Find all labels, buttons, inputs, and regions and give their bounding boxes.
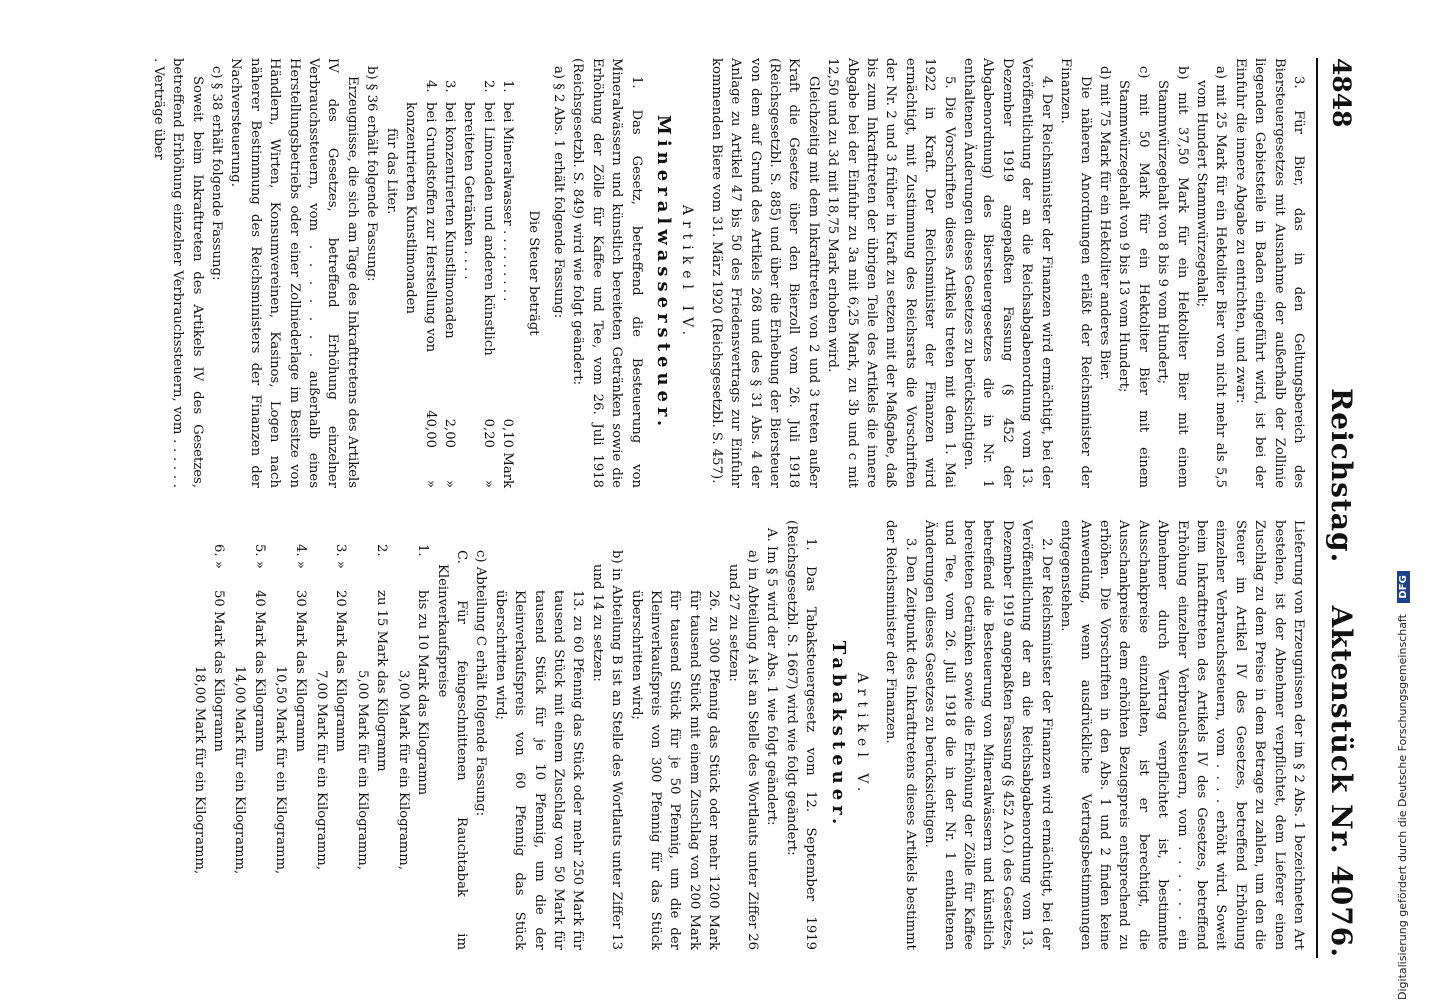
paragraph: Erzeugnisse, die sich am Tage des Inkrafttretens des Artikels IV des Gesetzes, betreffend Erhöhung einzelner Verbrauchssteuern, vom . . . . . . . außerhalb eines Herstellungsbetriebs oder einer Zollniederlage im Besitze von Händlern, Wirten, Konsumvereinen, Kasinos, Logen nach näherer Bestimmung des Reichsministers der Finanzen der Nachversteuerung. (228, 58, 360, 488)
price-number: 4. » (292, 544, 308, 569)
paragraph: 3. Für Bier, das in den Geltungsbereich des Biersteuergesetzes mit Ausnahme der außerhalb der Zollinie liegenden Gebietsteile in Baden eingeführt wird, ist bei der Einfuhr die innere Abgabe zu entrichten, und zwar: (1232, 58, 1306, 488)
price-number: 2. (374, 544, 390, 557)
list-item: c) Abteilung C erhält folgende Fassung: (473, 550, 489, 817)
dfg-logo: DFG (1397, 571, 1410, 602)
price-label: 50 Mark das Kilogramm (211, 590, 227, 752)
rate-unit: » (480, 479, 496, 488)
price-rate: 5,00 Mark für ein Kilogramm, (354, 669, 370, 871)
paragraph: Gleichzeitig mit dem Inkrafttreten von 2 und 3 treten außer Kraft die Gesetze über den Bierzoll vom 26. Juli 1918 (Reichsgesetzbl. S. 885) und über die Erhebung der Biersteuer von dem auf Grund des Artikels 268 und des § 31 Abs. 4 der Anlage zu Artikel 47 bis 50 des Friedensvertrags zur Einfuhr kommenden Biere vom 31. März 1920 (Reichsgesetzbl. S. 457). (708, 58, 821, 488)
document-number: Aktenstück Nr. 4076. (1325, 605, 1358, 958)
price-label: 20 Mark das Kilogramm (333, 590, 349, 752)
rate-unit: Mark (500, 452, 516, 488)
list-item: d) mit 75 Mark für ein Hektoliter anderes Bier. (1096, 66, 1112, 381)
paragraph: 1. Das Tabaksteuergesetz vom 12. September 1919 (Reichsgesetzbl. S. 1667) wird wie folgt geändert: (783, 520, 819, 950)
paragraph: 13. zu 60 Pfennig das Stück oder mehr 250 Mark für tausend Stück mit einem Zuschlag von 50 Mark für tausend Stück für je 10 Pfennig, um die der Kleinverkaufspreis von 60 Pfennig das Stück überschritten wird; (492, 590, 586, 950)
rate-amount: 0,20 (480, 418, 496, 448)
left-column (8, 58, 1308, 488)
price-rate: 7,00 Mark für ein Kilogramm, (314, 669, 330, 871)
rate-label: bei konzentrierten Kunstlimonaden (441, 102, 457, 339)
digitization-note (1396, 0, 1418, 1000)
price-rate: 14,00 Mark für ein Kilogramm, (232, 665, 248, 875)
rate-number: 3. (441, 80, 457, 93)
price-number: 3. » (333, 544, 349, 569)
price-row (209, 520, 228, 950)
rate-row (440, 58, 459, 488)
rate-unit: » (422, 479, 438, 488)
rate-number: 2. (480, 80, 496, 93)
price-number: 6. » (211, 544, 227, 569)
paragraph: Die näheren Anordnungen erläßt der Reichsminister der Finanzen. (1058, 58, 1093, 488)
paragraph: 4. Der Reichsminister der Finanzen wird ermächtigt, bei der Veröffentlichung der an die Reichsabgabenordnung vom 13. Dezember 1919 angepaßten Fassung (§ 452 der Abgabenordnung) des Biersteuergesetzes die in Nr. 1 enthaltenen Änderungen dieses Gesetzes zu berücksichtigen. (961, 58, 1054, 488)
rate-number: 4. (422, 80, 438, 93)
list-item: A. Im § 5 wird der Abs. 1 wie folgt geändert: (764, 528, 780, 826)
price-number: 1. (415, 544, 431, 557)
price-row (413, 520, 432, 950)
price-rate: 18,00 Mark für ein Kilogramm, (191, 665, 207, 875)
price-label: 40 Mark das Kilogramm (251, 590, 267, 752)
rate-row (498, 58, 517, 488)
article-label: Artikel IV. (679, 204, 696, 342)
price-label: 30 Mark das Kilogramm (292, 590, 308, 752)
rate-unit: » (441, 479, 457, 488)
rate-label: bei Grundstoffen zur Herstellung von konzentrierten Kunstlimonaden (403, 102, 438, 353)
list-item: c) mit 50 Mark für ein Hektoliter Bier mit einem Stammwürzegehalt von 9 bis 13 vom Hundert; (1116, 66, 1151, 488)
rate-row (401, 58, 440, 488)
paragraph: Soweit beim Inkrafttreten des Artikels IV des Gesetzes, betreffend Erhöhung einzelner Verbrauchssteuern, vom . . . . . . . Verträge über (150, 58, 205, 488)
page-header (1316, 58, 1362, 958)
rate-amount: 0,10 (500, 418, 516, 448)
rate-table (381, 58, 517, 488)
price-rate: 3,00 Mark für ein Kilogramm, (395, 669, 411, 871)
paragraph: 26. zu 300 Pfennig das Stück oder mehr 1200 Mark für tausend Stück mit einem Zuschlag von 200 Mark für tausend Stück für je 50 Pfennig, um die der Kleinverkaufspreis von 300 Pfennig für das Stück überschritten wird; (628, 590, 722, 950)
paragraph: Lieferung von Erzeugnissen der im § 2 Abs. 1 bezeichneten Art bestehen, ist der Abnehmer verpflichtet, dem Lieferer einen Zuschlag zu dem Preise in dem Betrage zu zahlen, um den die Steuer im Artikel IV des Gesetzes, betreffend Erhöhung einzelner Verbrauchssteuern, vom . . . . erhöht wird. Soweit beim Inkrafttreten des Artikels IV des Gesetzes, betreffend Erhöhung einzelner Verbrauchssteuern, vom . . . . . . ein Abnehmer durch Vertrag verpflichtet ist, bestimmte Ausschankpreise einzuhalten, ist er berechtigt, die Ausschankpreise dem erhöhten Bezugspreis entsprechend zu erhöhen. Die Vorschriften in den Abs. 1 und 2 finden keine Anwendung, wenn ausdrückliche Vertragsbestimmungen entgegenstehen. (1058, 520, 1306, 950)
list-item: b) § 36 erhält folgende Fassung: (364, 66, 380, 282)
price-row (372, 520, 391, 950)
rate-amount: 2,00 (441, 418, 457, 448)
paragraph: 1. Das Gesetz, betreffend die Besteuerung von Mineralwässern und künstlich bereiteten Getränken sowie die Erhöhung der Zölle für Kaffee und Tee, vom 26. Juli 1918 (Reichsgesetzbl. S. 849) wird wie folgt geändert: (570, 58, 644, 488)
article-title: Tabaksteuer. (827, 640, 849, 830)
list-item: b) mit 37,50 Mark für ein Hektoliter Bier mit einem Stammwürzegehalt von 8 bis 9 vom Hundert; (1155, 66, 1190, 488)
rate-number: 1. (500, 80, 516, 93)
page-number: 4848 (1327, 58, 1356, 128)
list-item: a) § 2 Abs. 1 erhält folgende Fassung: (550, 66, 566, 319)
list-item: C. Für feingeschnittenen Rauchtabak im Kleinverkaufspreise (434, 550, 469, 950)
price-row (331, 520, 350, 950)
header-title: Reichstag. (1325, 388, 1358, 564)
rate-table-footer: für das Liter. (383, 128, 399, 215)
list-item: c) § 38 erhält folgende Fassung: (209, 66, 225, 281)
paragraph: 3. Den Zeitpunkt des Inkrafttretens dieses Artikels bestimmt der Reichsminister der Finanzen. (883, 520, 918, 950)
paragraph: 2. Der Reichsminister der Finanzen wird ermächtigt, bei der Veröffentlichung der an die Reichsabgabenordnung vom 13. Dezember 1919 angepaßten Fassung (§ 452 A.O.) des Gesetzes, betreffend die Besteuerung von Mineralwässern und künstlich bereiteten Getränken sowie die Erhöhung der Zölle für Kaffee und Tee, vom 26. Juli 1918 die in der Nr. 1 enthaltenen Änderungen dieses Gesetzes zu berücksichtigen. (922, 520, 1054, 950)
rate-amount: 40,00 (422, 410, 438, 448)
rate-row (459, 58, 498, 488)
list-item: b) in Abteilung B ist an Stelle des Wortlauts unter Ziffer 13 und 14 zu setzen: (589, 550, 625, 950)
article-label: Artikel V. (854, 672, 871, 798)
price-row (249, 520, 268, 950)
list-item: a) in Abteilung A ist an Stelle des Wortlauts unter Ziffer 26 und 27 zu setzen: (725, 550, 761, 950)
price-table (189, 520, 432, 950)
sub-heading: Die Steuer beträgt (525, 210, 541, 336)
price-label: zu 15 Mark das Kilogramm (374, 590, 390, 772)
price-rate: 10,50 Mark für ein Kilogramm, (273, 665, 289, 875)
list-item: a) mit 25 Mark für ein Hektoliter Bier von nicht mehr als 5,5 vom Hundert Stammwürzegehalt; (1193, 66, 1229, 488)
price-label: bis zu 10 Mark das Kilogramm (415, 590, 431, 796)
price-row (290, 520, 309, 950)
article-title: Mineralwassersteuer. (653, 114, 674, 432)
price-number: 5. » (251, 544, 267, 569)
rate-label: bei Mineralwasser . . . . . . . . . (500, 102, 516, 302)
right-column (8, 520, 1308, 950)
paragraph: 5. Die Vorschriften dieses Artikels treten mit dem 1. Mai 1922 in Kraft. Der Reichsminister der Finanzen wird ermächtigt, mit Zustimmung des Reichsrats die Vorschriften der Nr. 2 und 3 früher in Kraft zu setzen mit der Maßgabe, daß bis zum Inkrafttreten der übrigen Teile des Artikels die innere Abgabe bei der Einfuhr zu 3a mit 6,25 Mark, zu 3b und c mit 12,50 und zu 3d mit 18,75 Mark erhoben wird. (825, 58, 957, 488)
digitization-text: Digitalisierung gefördert durch die Deutsche Forschungsgemeinschaft (1396, 614, 1409, 1000)
rate-label: bei Limonaden und anderen künstlich bereiteten Getränken . . . . (461, 102, 496, 356)
